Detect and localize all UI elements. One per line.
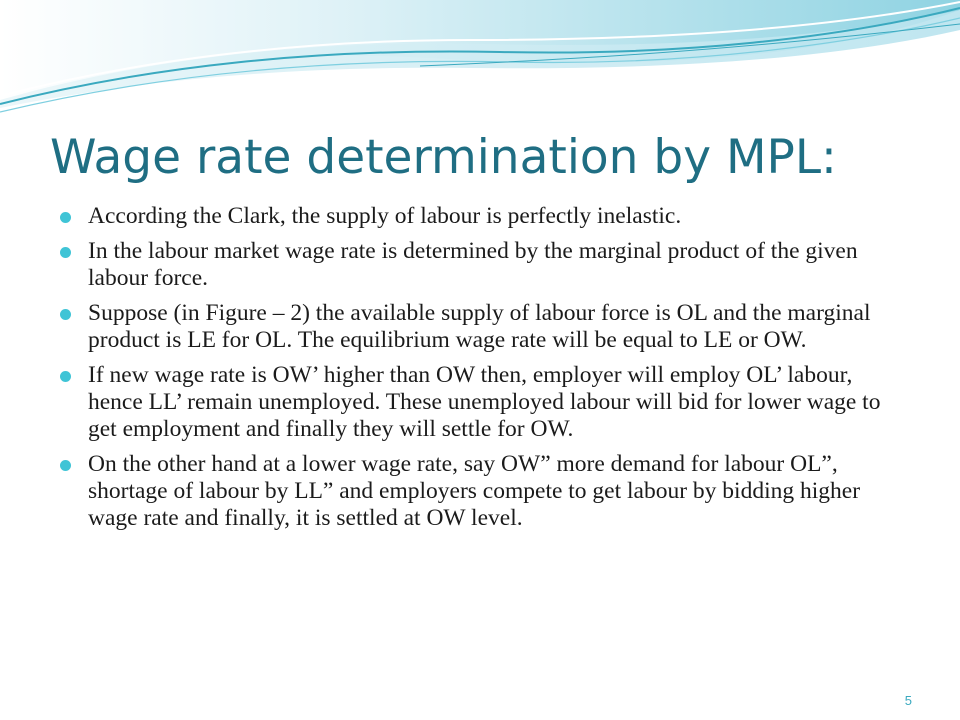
header-wave-decoration: [0, 0, 960, 130]
bullet-dot-icon: [60, 247, 71, 258]
bullet-dot-icon: [60, 309, 71, 320]
bullet-dot-icon: [60, 212, 71, 223]
bullet-dot-icon: [60, 460, 71, 471]
bullet-text: Suppose (in Figure – 2) the available supply of labour force is OL and the marginal product is LE for OL. The equilibrium wage rate will be equal to LE or OW.: [88, 300, 871, 353]
page-number: 5: [904, 693, 912, 708]
bullet-text: On the other hand at a lower wage rate, say OW” more demand for labour OL”, shortage of labour by LL” and employers compete to get labour by bidding higher wage rate and finally, it is settled at OW level.: [88, 451, 861, 531]
bullet-dot-icon: [60, 371, 71, 382]
bullet-item: [60, 203, 910, 230]
bullet-list: [60, 203, 910, 540]
bullet-item: [60, 238, 910, 292]
slide-title: Wage rate determination by MPL:: [50, 130, 837, 185]
bullet-item: [60, 451, 910, 532]
bullet-item: [60, 362, 910, 443]
bullet-text: If new wage rate is OW’ higher than OW then, employer will employ OL’ labour, hence LL’ remain unemployed. These unemployed labour will bid for lower wage to get employment and finally they will settle for OW.: [88, 362, 881, 442]
bullet-item: [60, 300, 910, 354]
bullet-text: In the labour market wage rate is determined by the marginal product of the given labour force.: [88, 238, 858, 291]
bullet-text: According the Clark, the supply of labour is perfectly inelastic.: [88, 203, 682, 229]
